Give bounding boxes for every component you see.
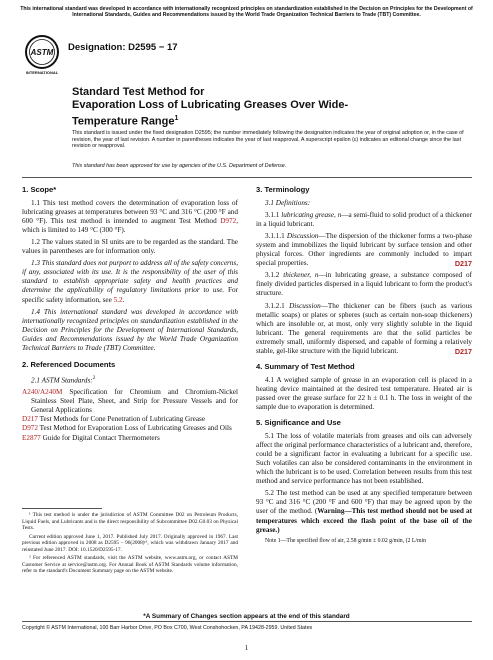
dod-approval-note: This standard has been approved for use by agencies of the U.S. Department of Defense. [72,163,287,169]
significance-heading: 5. Significance and Use [256,418,341,428]
header-divider [22,177,472,178]
para-3-1-2: 3.1.2 thickener, n—in lubricating grease, a substance composed of finely divided particles dispersed in a liquid lubricant to form the product's structure. [256,271,472,298]
source-mark-d217[interactable]: D217 [454,259,472,269]
copyright: Copyright © ASTM International, 100 Barr Harbor Drive, PO Box C700, West Conshohocken, PA 19428-2959. United States [22,625,313,631]
title-line-3: Temperature Range$^1$ [72,115,179,128]
right-column [256,182,472,545]
link-5-2[interactable]: 5.2 [113,295,123,304]
source-mark-d217[interactable]: D217 [454,346,472,356]
footnote-2: ² For referenced ASTM standards, visit the ASTM website, www.astm.org, or contact ASTM Customer Service at service@astm.org. For Annual Book of ASTM Standards volume information, refer to the standard's Document Summary page on the ASTM website. [22,555,238,574]
footnote-edition: Current edition approved June 1, 2017. Published July 2017. Originally approved in 1967. Last previous edition approved in 2008 as D2595 – 96(2008)ᵋ¹, which was withdrawn January 2017 and reinstated June 2017. DOI: 10.1520/D2595-17. [22,533,238,553]
footnote-1: ¹ This test method is under the jurisdiction of ASTM Committee D02 on Petroleum Products, Liquid Fuels, and Lubricants and is the direct responsibility of Subcommittee D02.G0.03 on Physical Tests. [22,512,238,531]
para-1-4: 1.4 This international standard was developed in accordance with internationally recognized principles on standardization established in the Decision on Principles for the Development of International Standards, Guides and Recommendations issued by the World Trade Organization Technical Barriers to Trade (TBT) Committee. [22,307,238,352]
link-d972[interactable]: D972 [220,217,237,226]
ref-d217[interactable]: D217 Test Methods for Cone Penetration of Lubricating Grease [22,415,206,424]
designation: Designation: D2595 − 17 [68,42,178,53]
para-1-1: 1.1 This test method covers the determination of evaporation loss of lubricating greases at temperatures between 93 °C and 316 °C (200 °F and 600 °F). This test method is intended to augment Test Method D972, which is limited to 149 °C (300 °F). [22,199,238,235]
summary-of-changes: *A Summary of Changes section appears at the end of this standard [143,613,350,620]
footer-divider [22,621,472,622]
note-1: Note 1—The specified flow of air, 2.58 g/min ± 0.02 g/min, (2 L/min [265,537,427,544]
para-1-3: 1.3 This standard does not purport to address all of the safety concerns, if any, associated with its use. It is the responsibility of the user of this standard to establish appropriate safety and health practices and determine the applicability of regulatory limitations prior to use. For specific safety information, see 5.2. [22,259,238,304]
page-number: 1 [244,644,249,652]
issuance-note: This standard is issued under the fixed designation D2595; the number immediately following the designation indicates the year of original adoption or, in the case of revision, the year of last revision. A number in parentheses indicates the year of last reapproval. A superscript epsilon (ε) indicates an editorial change since the last revision or reapproval. [72,130,464,150]
para-4-1: 4.1 A weighed sample of grease in an evaporation cell is placed in a heating device maintained at the desired test temperature. Heated air is passed over the grease surface for 22 h ± 0.1 h. The loss in weight of the sample due to evaporation is determined. [256,375,472,411]
ref-d972[interactable]: D972 Test Method for Evaporation Loss of Lubricating Greases and Oils [22,424,232,433]
ref-e2877[interactable]: E2877 Guide for Digital Contact Thermometers [22,433,160,442]
title-line-1: Standard Test Method for [72,86,205,98]
para-3-1-1: 3.1.1 lubricating grease, n—a semi-fluid to solid product of a thickener in a liquid lubricant. [256,211,473,229]
document-title [72,86,442,129]
para-3-1: 3.1 Definitions: [265,199,311,208]
svg-text:ASTM: ASTM [30,48,54,57]
para-1-2: 1.2 The values stated in SI units are to be regarded as the standard. The values in parentheses are for information only. [22,238,238,256]
scope-heading: 1. Scope* [22,185,57,194]
para-5-1: 5.1 The loss of volatile materials from greases and oils can adversely affect the original performance characteristics of a lubricant and, therefore, could be a significant factor in evaluating a lubricant for a specific use. Such volatiles can also be considered contaminants in the environment in which the lubricant is to be used. Correlation between results from this test method and service performance has not been established. [256,432,472,486]
summary-heading: 4. Summary of Test Method [256,361,355,371]
footnote-divider [22,508,102,509]
ref-a240[interactable]: A240/A240M Specification for Chromium and Chromium-Nickel Stainless Steel Plate, Sheet, and Strip for Pressure Vessels and for General Applications [22,388,238,415]
left-column [22,182,238,443]
astm-logo [22,34,62,76]
para-5-2: 5.2 The test method can be used at any specified temperature between 93 °C and 316 °C (200 °F and 600 °F) that may be agreed upon by the user of the method. (Warning—This test method should not be used at temperatures which exceed the flash point of the base oil of the grease.) [256,489,472,534]
terminology-heading: 3. Terminology [256,185,310,194]
referenced-documents-heading: 2. Referenced Documents [22,359,116,369]
title-line-2: Evaporation Loss of Lubricating Greases Over Wide- [72,99,349,111]
para-3-1-1-1: 3.1.1.1 Discussion—The dispersion of the thickener forms a two-phase system and immobilizes the liquid lubricant by surface tension and other physical forces. Other ingredients are commonly included to impart special properties. D217 [256,232,472,269]
tbt-notice: This international standard was developed in accordance with internationally recognized principles on standardization established in the Decision on Principles for the Development of International Standards, Guides and Recommendations issued by the World Trade Organization Technical Barriers to Trade (TBT) Committee. [20,6,473,19]
svg-text:INTERNATIONAL: INTERNATIONAL [25,70,59,75]
astm-standards-label: 2.1 ASTM Standards:$^2$ [31,375,96,385]
footnotes [22,512,238,577]
para-3-1-2-1: 3.1.2.1 Discussion—The thickener can be fibers (such as various metallic soaps) or plates or spheres (such as certain non-soap thickeners) which are insoluble or, at most, only very slightly soluble in the liquid lubricant. The general requirements are that the solid particles be extremely small, uniformly dispersed, and capable of forming a relatively stable, gel-like structure with the liquid lubricant. D217 [256,301,472,356]
